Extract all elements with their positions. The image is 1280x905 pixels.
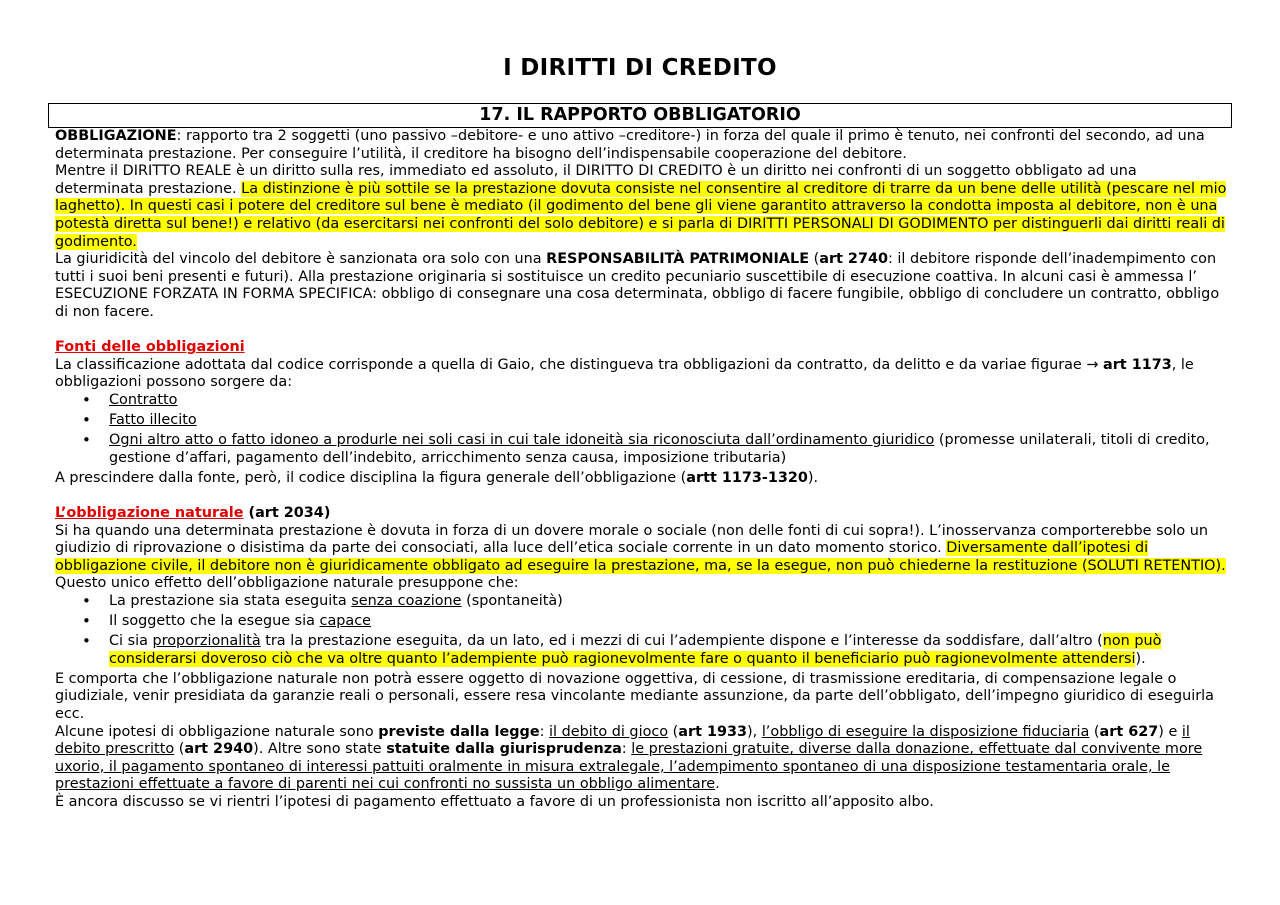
paragraph-naturale-ipotesi: Alcune ipotesi di obbligazione naturale sono previste dalla legge: il debito di gioco (art 1933), l’obbligo di eseguire la disposizione fiduciaria (art 627) e il debito prescritto (art 2940). Altre sono state statuite dalla giurisprudenza: le prestazioni gratuite, diverse dalla donazione, effettuate dal convivente more uxorio, il pagamento spontaneo di interessi pattuiti oralmente in misura extralegale, l’adempimento spontaneo di una disposizione testamentaria orale, le prestazioni effettuate a favore di parenti nei cui confronti no sussista un obbligo alimentare. bbox=[55, 723, 1203, 793]
list-item: • Ci sia proporzionalità tra la prestazione eseguita, da un lato, ed i mezzi di cui l’adempiente dispone e l’interesse da soddisfare, dall’altro (non può considerarsi doveroso ciò che va oltre quanto l’adempiente può ragionevolmente fare o quanto il beneficiario può ragionevolmente attendersi). bbox=[55, 633, 1227, 668]
spacer bbox=[55, 322, 1227, 340]
paragraph-responsabilita: La giuridicità del vincolo del debitore è sanzionata ora solo con una RESPONSABILITÀ PATRIMONIALE (art 2740: il debitore risponde dell’inadempimento con tutti i suoi beni presenti e futuri). Alla prestazione originaria si sostituisce un credito pecuniario suscettibile di esecuzione coattiva. In alcuni casi è ammessa l’ ESECUZIONE FORZATA IN FORMA SPECIFICA: obbligo di consegnare una cosa determinata, obbligo di facere fungibile, obbligo di concludere un contratto, obbligo di non facere. bbox=[55, 251, 1220, 320]
spacer bbox=[55, 487, 1227, 505]
list-presupposti bbox=[55, 593, 1227, 668]
paragraph-fonti-intro: La classificazione adottata dal codice corrisponde a quella di Gaio, che distingueva tra obbligazioni da contratto, da delitto e da variae figurae → art 1173, le obbligazioni possono sorgere da: bbox=[55, 356, 1194, 391]
paragraph-fonti-closing: A prescindere dalla fonte, però, il codice disciplina la figura generale dell’obbligazione (artt 1173-1320). bbox=[55, 469, 819, 486]
highlighted-text: Diversamente dall’ipotesi di obbligazione civile, il debitore non è giuridicamente obbligato ad eseguire la prestazione, ma, se la esegue, non può chiederne la restituzione (SOLUTI RETENTIO). bbox=[55, 540, 1226, 574]
list-item: • Fatto illecito bbox=[55, 412, 1227, 430]
paragraph-naturale-discusso: È ancora discusso se vi rientri l’ipotesi di pagamento effettuato a favore di un professionista non iscritto all’apposito albo. bbox=[55, 793, 934, 810]
list-item: • Ogni altro atto o fatto idoneo a produrle nei soli casi in cui tale idoneità sia riconosciuta dall’ordinamento giuridico (promesse unilaterali, titoli di credito, gestione d’affari, pagamento dell’indebito, arricchimento senza causa, imposizione tributaria) bbox=[55, 432, 1227, 467]
document-title: I DIRITTI DI CREDITO bbox=[503, 55, 777, 81]
highlighted-text: La distinzione è più sottile se la prestazione dovuta consiste nel consentire al creditore di trarre da un bene delle utilità (pescare nel mio laghetto). In questi casi i potere del creditore sul bene è mediato (il godimento del bene gli viene garantito attraverso la condotta imposta al debitore, non è una potestà diretta sul bene!) e relativo (da esercitarsi nei confronti del solo debitore) e si parla di DIRITTI PERSONALI DI GODIMENTO per distinguerli dai diritti reali di godimento. bbox=[55, 180, 1227, 250]
paragraph-naturale-intro: Si ha quando una determinata prestazione è dovuta in forza di un dovere morale o sociale (non delle fonti di cui sopra!). L’inosservanza comporterebbe solo un giudizio di riprovazione o disistima da parte dei consociati, alla luce dell’etica sociale corrente in un dato momento storico. Diversamente dall’ipotesi di obbligazione civile, il debitore non è giuridicamente obbligato ad eseguire la prestazione, ma, se la esegue, non può chiederne la restituzione (SOLUTI RETENTIO). Questo unico effetto dell’obbligazione naturale presuppone che: bbox=[55, 522, 1226, 592]
heading-obbligazione-naturale: L’obbligazione naturale (art 2034) bbox=[55, 504, 331, 521]
highlighted-text: non può considerarsi doveroso ciò che va oltre quanto l’adempiente può ragionevolmente fare o quanto il beneficiario può ragionevolmente attendersi bbox=[109, 633, 1162, 667]
term-obbligazione: OBBLIGAZIONE bbox=[55, 128, 177, 144]
paragraph-diritto-reale: Mentre il DIRITTO REALE è un diritto sulla res, immediato ed assoluto, il DIRITTO DI CREDITO è un diritto nei confronti di un soggetto obbligato ad una determinata prestazione. La distinzione è più sottile se la prestazione dovuta consiste nel consentire al creditore di trarre da un bene delle utilità (pescare nel mio laghetto). In questi casi i potere del creditore sul bene è mediato (il godimento del bene gli viene garantito attraverso la condotta imposta al debitore, non è una potestà diretta sul bene!) e relativo (da esercitarsi nei confronti del solo debitore) e si parla di DIRITTI PERSONALI DI GODIMENTO per distinguerli dai diritti reali di godimento. bbox=[55, 163, 1227, 250]
list-item: • La prestazione sia stata eseguita senza coazione (spontaneità) bbox=[55, 593, 1227, 611]
list-item: • Contratto bbox=[55, 392, 1227, 410]
paragraph-obbligazione: OBBLIGAZIONE: rapporto tra 2 soggetti (uno passivo –debitore- e uno attivo –creditore-) in forza del quale il primo è tenuto, nei confronti del secondo, ad una determinata prestazione. Per conseguire l’utilità, il creditore ha bisogno dell’indispensabile cooperazione del debitore. bbox=[55, 128, 1205, 162]
list-item: • Il soggetto che la esegue sia capace bbox=[55, 613, 1227, 631]
paragraph-naturale-effetti: E comporta che l’obbligazione naturale non potrà essere oggetto di novazione oggettiva, di cessione, di trasmissione ereditaria, di compensazione legale o giudiziale, venir presidiata da garanzie reali o personali, essere resa vincolante mediante assunzione, da parte dell’obbligato, dell’impegno giuridico di eseguirla ecc. bbox=[55, 670, 1214, 722]
section-heading: 17. IL RAPPORTO OBBLIGATORIO bbox=[48, 103, 1232, 128]
document-body bbox=[55, 128, 1227, 812]
list-fonti bbox=[55, 392, 1227, 467]
heading-fonti: Fonti delle obbligazioni bbox=[55, 339, 245, 356]
